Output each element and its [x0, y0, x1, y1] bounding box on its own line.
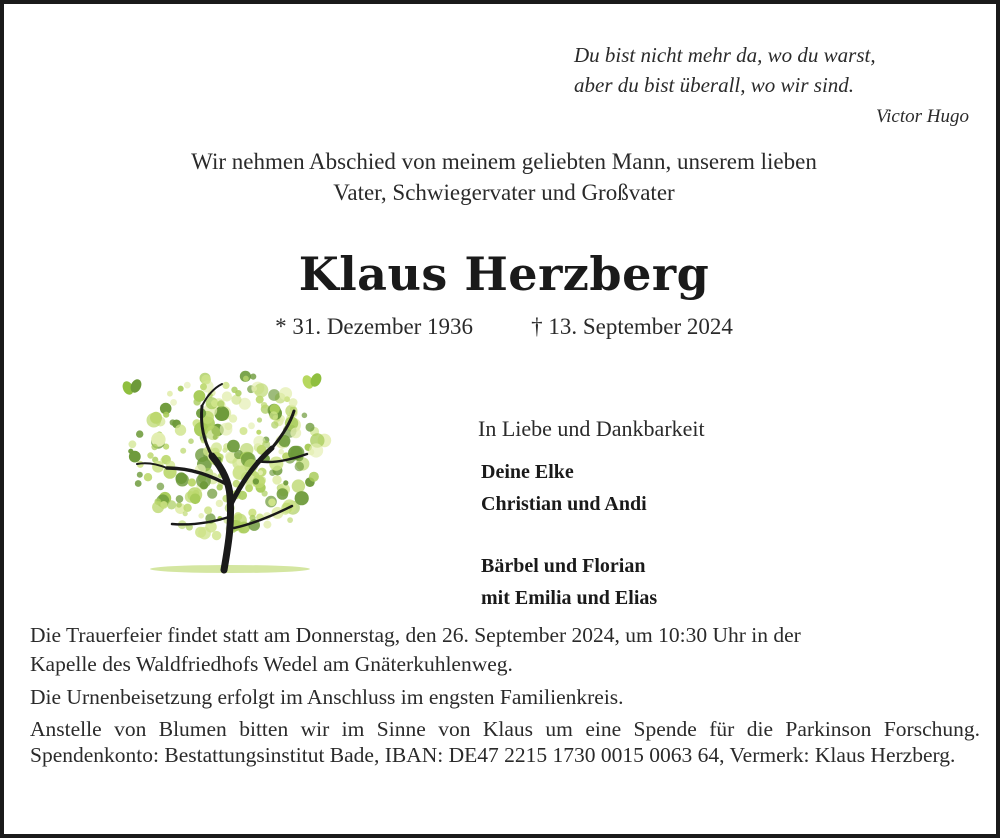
life-dates: [4, 312, 1000, 342]
quote-block: [574, 40, 969, 132]
butterfly-icon: [121, 378, 144, 397]
thanks-line: In Liebe und Dankbarkeit: [478, 416, 705, 441]
butterfly-icon: [301, 372, 324, 391]
birth-date: * 31. Dezember 1936: [275, 314, 474, 339]
ceremony-info: [30, 621, 980, 679]
deceased-name: Klaus Herzberg: [298, 247, 710, 301]
tree-illustration-icon: [112, 356, 347, 581]
ceremony-line-1: Die Trauerfeier findet statt am Donnerstag, den 26. September 2024, um 10:30 Uhr in der: [30, 623, 801, 647]
intro-text: [4, 146, 1000, 208]
ceremony-details: [30, 621, 980, 772]
family-signatures: [481, 456, 657, 614]
signature-christian-andi: Christian und Andi: [481, 493, 647, 515]
ceremony-line-2: Kapelle des Waldfriedhofs Wedel am Gnäterkuhlenweg.: [30, 652, 513, 676]
urn-burial-info: Die Urnenbeisetzung erfolgt im Anschluss im engsten Familienkreis.: [30, 685, 624, 709]
signature-baerbel-florian: Bärbel und Florian: [481, 555, 646, 577]
quote-line-1: Du bist nicht mehr da, wo du warst,: [574, 43, 876, 67]
intro-line-2: Vater, Schwiegervater und Großvater: [333, 180, 675, 205]
death-date: † 13. September 2024: [531, 314, 733, 339]
donation-info: Anstelle von Blumen bitten wir im Sinne von Klaus um eine Spende für die Parkinson Forschung. Spendenkonto: Bestattungsinstitut Bade, IBAN: DE47 2215 1730 0015 0063 64, Vermerk: Klaus Herzberg.: [30, 717, 980, 767]
intro-line-1: Wir nehmen Abschied von meinem geliebten Mann, unserem lieben: [191, 149, 817, 174]
quote-author: Victor Hugo: [875, 106, 969, 127]
signature-emilia-elias: mit Emilia und Elias: [481, 587, 658, 609]
signature-elke: Deine Elke: [481, 461, 574, 483]
quote-line-2: aber du bist überall, wo wir sind.: [574, 73, 855, 97]
